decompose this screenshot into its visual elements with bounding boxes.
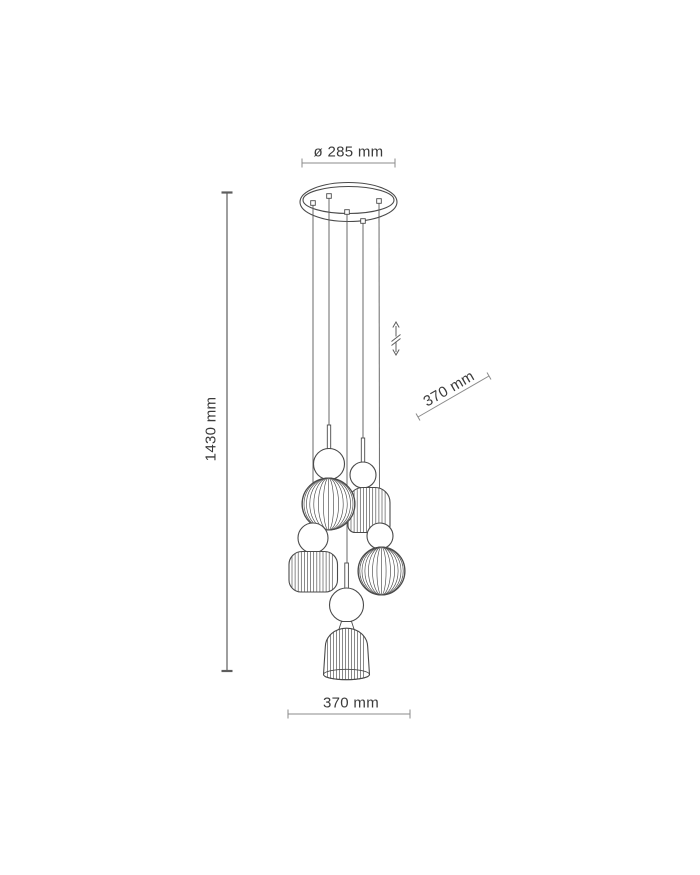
ribbed-shade-dome: [324, 628, 370, 680]
canopy-connector: [345, 210, 350, 215]
diagonal-spread-label: 370 mm: [420, 367, 478, 411]
ribbed-shade-ball: [358, 547, 405, 595]
glass-sphere: [367, 523, 393, 549]
lamp-barrel-upper-right: [348, 438, 390, 533]
stem-rod: [327, 425, 330, 450]
lamp-drum-middle-left: [289, 523, 338, 592]
glass-sphere: [350, 462, 376, 488]
lamp-ball-middle-right: [358, 523, 405, 595]
canopy-connector: [311, 201, 316, 206]
suspension-cord: [379, 203, 380, 523]
canopy-connector: [361, 219, 366, 224]
glass-sphere: [314, 449, 345, 480]
stem-rod: [345, 563, 349, 589]
canopy-diameter-label: ø 285 mm: [313, 143, 384, 161]
glass-sphere: [330, 588, 364, 622]
ceiling-canopy: [300, 183, 397, 224]
stem-rod: [361, 438, 364, 463]
glass-sphere: [298, 523, 328, 553]
canopy-connector: [377, 199, 382, 204]
overall-height-label: 1430 mm: [202, 396, 220, 462]
left-height-dimension: [222, 193, 233, 672]
ribbed-shade-drum: [289, 552, 338, 593]
double-arrow-break-icon: [392, 322, 401, 355]
ribbed-shade-ball: [302, 478, 355, 530]
bottom-spread-label: 370 mm: [323, 694, 379, 712]
canopy-connector: [327, 194, 332, 199]
